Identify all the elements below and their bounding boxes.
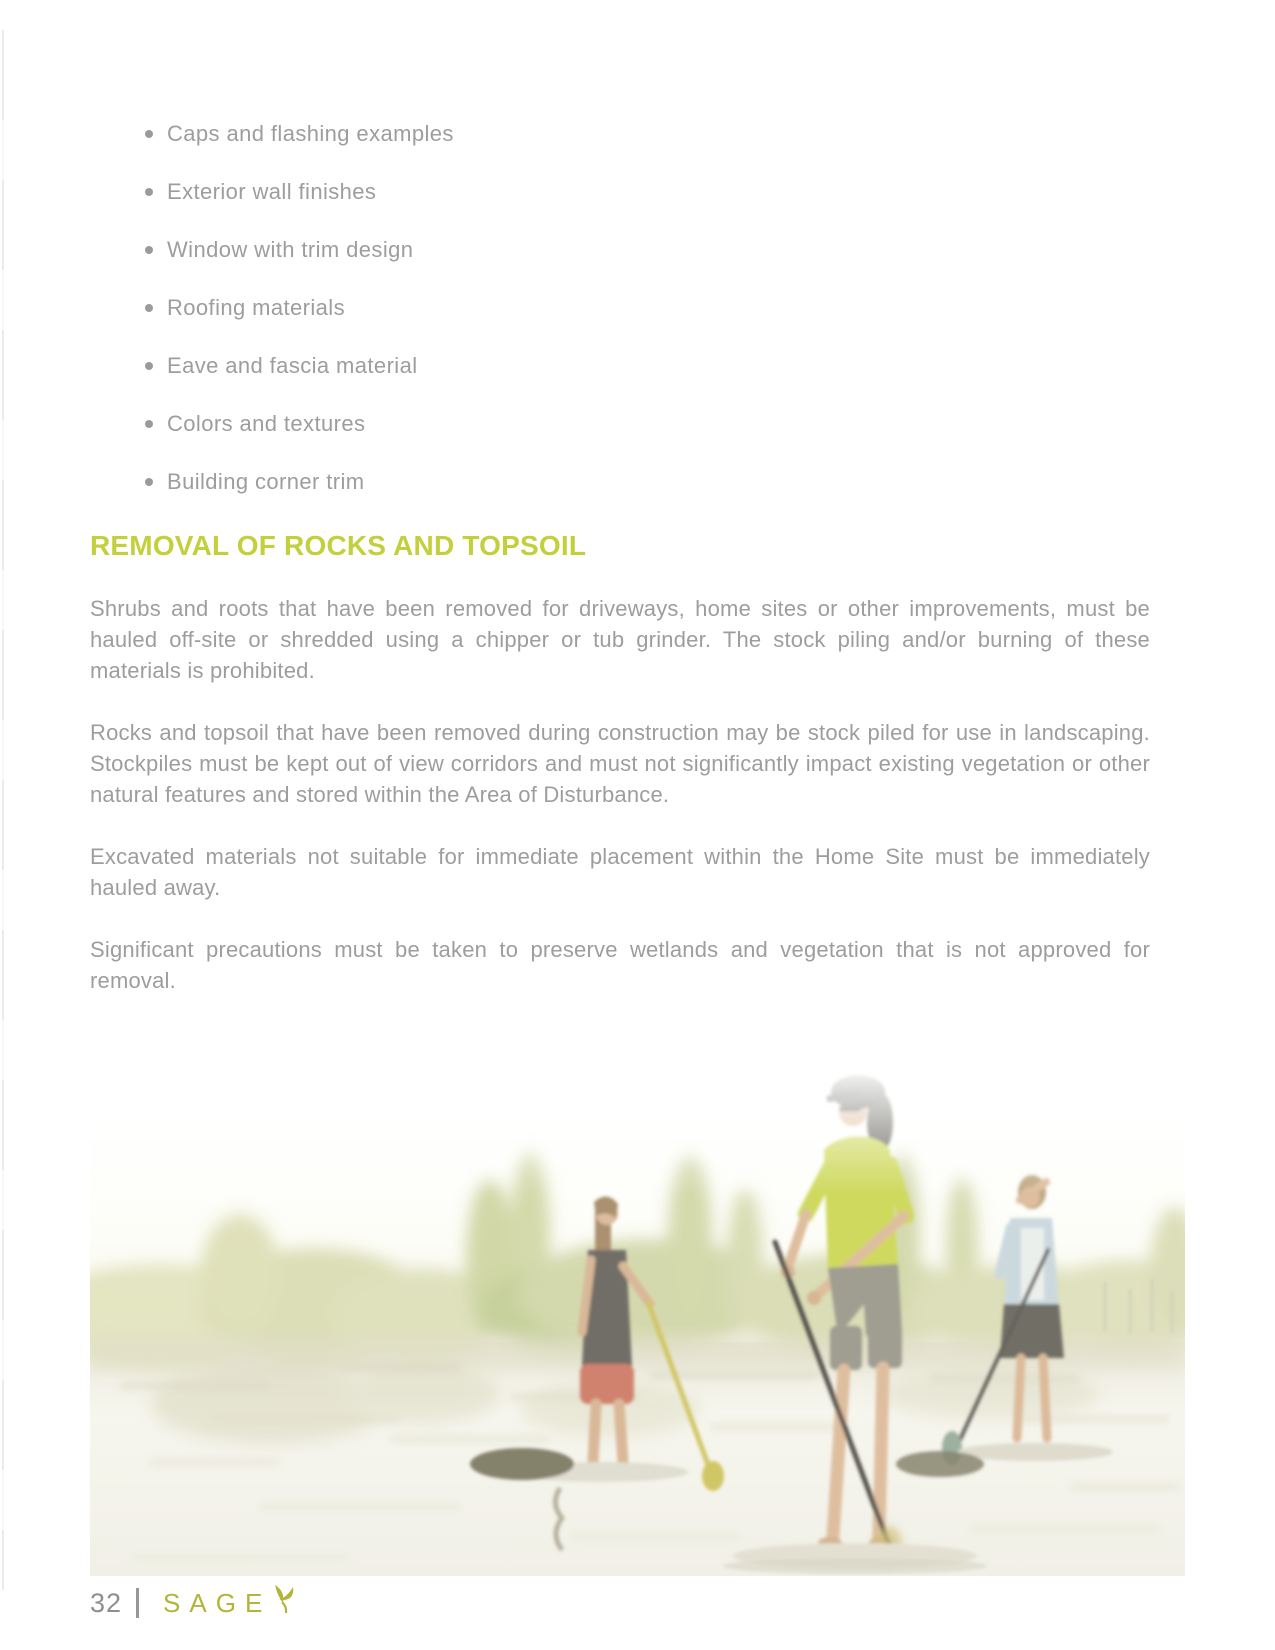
page-content — [90, 0, 1150, 1576]
bullet-label: Caps and flashing examples — [167, 121, 454, 146]
bullet-dot-icon — [145, 188, 153, 196]
paragraph: Significant precautions must be taken to preserve wetlands and vegetation that is not approved for removal. — [90, 937, 1150, 993]
paragraph: Rocks and topsoil that have been removed during construction may be stock piled for use in landscaping. Stockpiles must be kept out of view corridors and must not significantly impact existing vegetation or other natural features and stored within the Area of Disturbance. — [90, 720, 1150, 807]
paragraph: Shrubs and roots that have been removed for driveways, home sites or other improvements, must be hauled off-site or shredded using a chipper or tub grinder. The stock piling and/or burning of these materials is prohibited. — [90, 596, 1150, 683]
bullet-list — [145, 122, 1150, 494]
page-number: 32 — [90, 1587, 123, 1618]
list-item — [145, 470, 1150, 494]
bullet-dot-icon — [145, 246, 153, 254]
brand-wordmark: SAGE — [163, 1587, 272, 1618]
bullet-dot-icon — [145, 478, 153, 486]
bullet-label: Window with trim design — [167, 237, 414, 262]
list-item — [145, 296, 1150, 320]
list-item — [145, 122, 1150, 146]
list-item — [145, 354, 1150, 378]
paddleboarding-scene — [90, 1064, 1185, 1576]
bullet-label: Building corner trim — [167, 469, 365, 494]
bullet-label: Exterior wall finishes — [167, 179, 377, 204]
bullet-label: Eave and fascia material — [167, 353, 418, 378]
bullet-label: Colors and textures — [167, 411, 366, 436]
paragraph: Excavated materials not suitable for immediate placement within the Home Site must be immediately hauled away. — [90, 844, 1150, 900]
scan-artifact-line — [2, 30, 4, 1590]
list-item — [145, 180, 1150, 204]
section-heading: REMOVAL OF ROCKS AND TOPSOIL — [90, 530, 587, 561]
bullet-dot-icon — [145, 420, 153, 428]
bullet-label: Roofing materials — [167, 295, 345, 320]
bullet-dot-icon — [145, 362, 153, 370]
photo-paddleboarders — [90, 1064, 1185, 1576]
footer-divider — [136, 1588, 139, 1618]
list-item — [145, 238, 1150, 262]
bullet-dot-icon — [145, 130, 153, 138]
sage-leaf-icon — [269, 1583, 299, 1615]
list-item — [145, 412, 1150, 436]
bullet-dot-icon — [145, 304, 153, 312]
page-footer — [90, 1583, 299, 1623]
